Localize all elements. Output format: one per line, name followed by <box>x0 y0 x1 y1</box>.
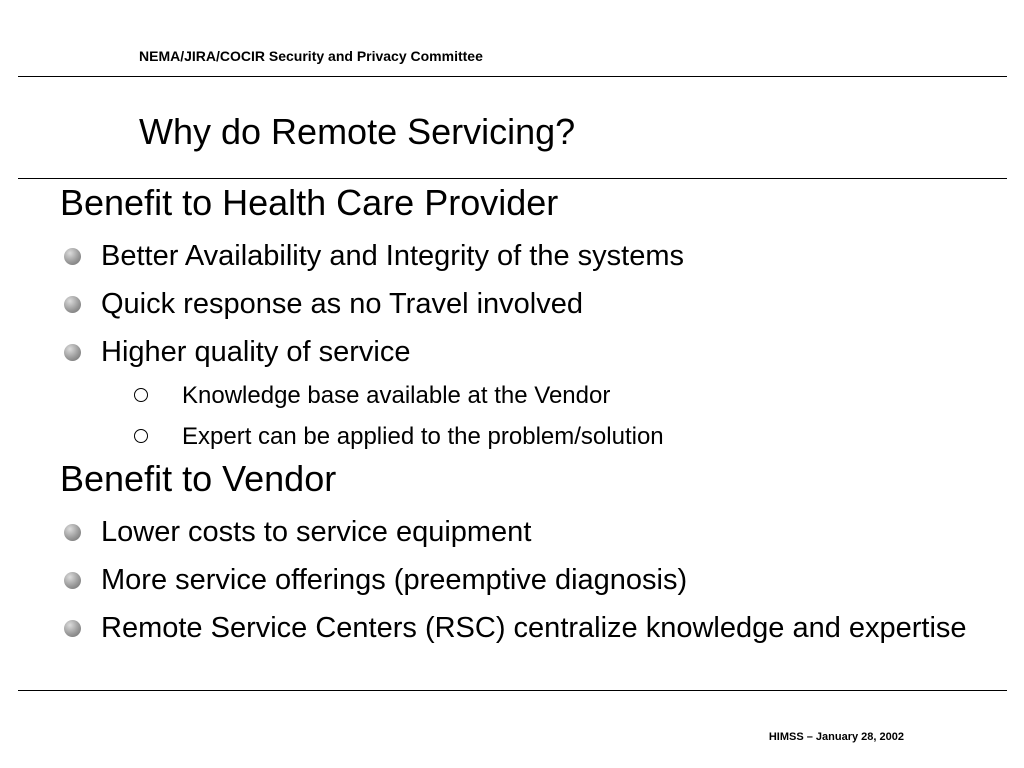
hollow-circle-icon <box>134 388 148 402</box>
bullet-item <box>60 335 980 369</box>
section-heading-provider: Benefit to Health Care Provider <box>60 182 559 223</box>
sub-bullet-item <box>60 382 980 410</box>
bullet-text: More service offerings (preemptive diagnosis) <box>101 564 688 596</box>
footer-divider <box>18 690 1007 691</box>
bullet-dot-icon <box>64 344 81 361</box>
bullet-item <box>60 239 980 273</box>
sub-bullet-item <box>60 423 980 451</box>
bullet-dot-icon <box>64 620 81 637</box>
slide-title: Why do Remote Servicing? <box>139 111 576 152</box>
title-divider <box>18 178 1007 179</box>
slide-content <box>60 181 980 645</box>
hollow-circle-icon <box>134 429 148 443</box>
bullet-item <box>60 563 980 597</box>
bullet-dot-icon <box>64 572 81 589</box>
header-divider <box>18 76 1007 77</box>
slide-footer: HIMSS – January 28, 2002 <box>768 731 904 743</box>
sub-bullet-text: Knowledge base available at the Vendor <box>182 382 611 409</box>
bullet-item <box>60 287 980 321</box>
sub-bullet-text: Expert can be applied to the problem/solution <box>182 423 664 450</box>
bullet-dot-icon <box>64 296 81 313</box>
bullet-dot-icon <box>64 248 81 265</box>
bullet-text: Quick response as no Travel involved <box>101 288 583 320</box>
slide-header: NEMA/JIRA/COCIR Security and Privacy Committee <box>139 48 483 64</box>
bullet-text: Better Availability and Integrity of the systems <box>101 240 684 272</box>
bullet-item <box>60 515 980 549</box>
bullet-item <box>60 611 980 645</box>
bullet-text: Remote Service Centers (RSC) centralize knowledge and expertise <box>101 612 967 644</box>
bullet-text: Lower costs to service equipment <box>101 516 532 548</box>
section-heading-vendor: Benefit to Vendor <box>60 458 337 499</box>
bullet-text: Higher quality of service <box>101 336 411 368</box>
bullet-dot-icon <box>64 524 81 541</box>
